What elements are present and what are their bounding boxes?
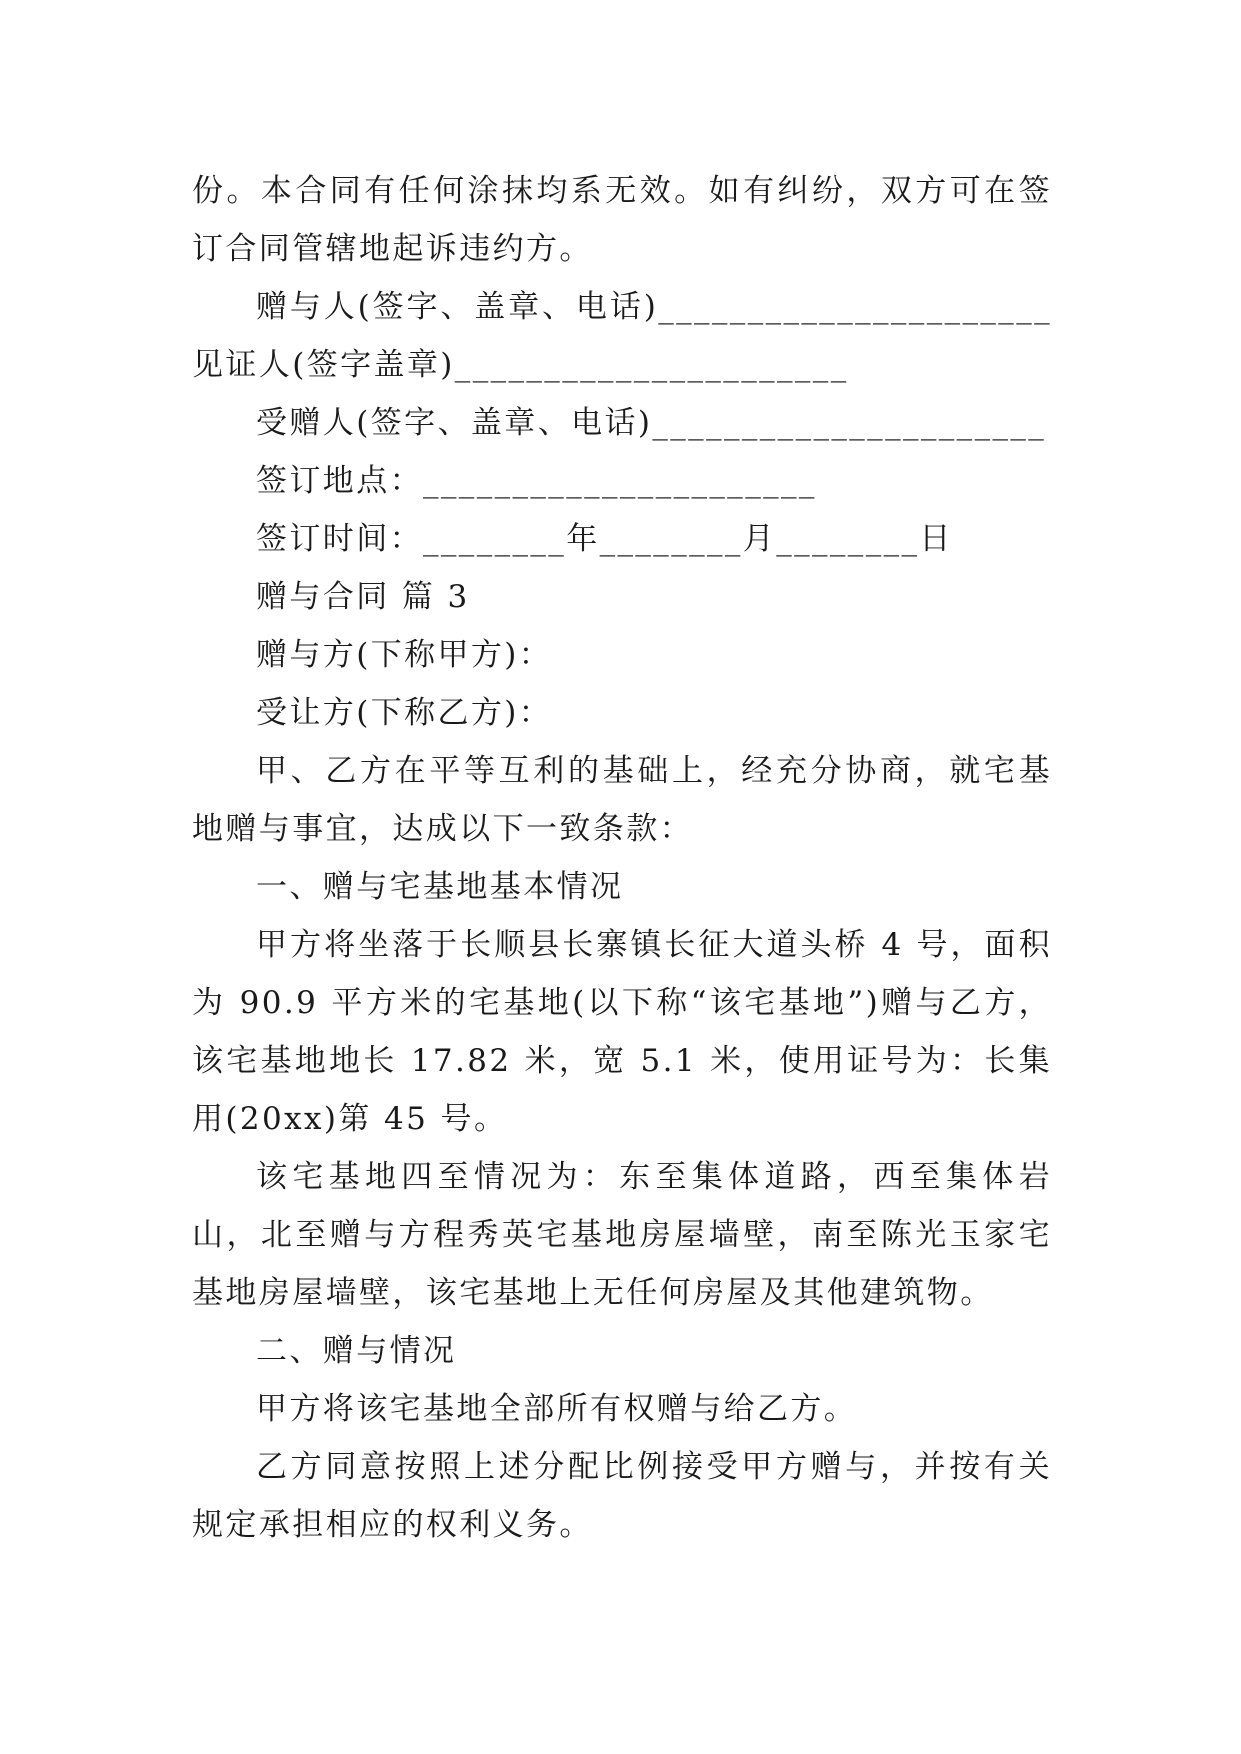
paragraph-land-boundaries: 该宅基地四至情况为：东至集体道路，西至集体岩山，北至赠与方程秀英宅基地房屋墙壁，南至陈光玉家宅基地房屋墙壁，该宅基地上无任何房屋及其他建筑物。 [192, 1159, 1052, 1311]
paragraph-donee-signature: 受赠人(签字、盖章、电话)______________________ [256, 405, 1047, 441]
document-body [192, 162, 1052, 1554]
clause-heading-1: 一、赠与宅基地基本情况 [256, 869, 624, 905]
paragraph-signing-date: 签订时间：________年________月________日 [256, 521, 953, 557]
paragraph-acceptance: 乙方同意按照上述分配比例接受甲方赠与，并按有关规定承担相应的权利义务。 [192, 1449, 1052, 1543]
paragraph-donor-witness-signature: 赠与人(签字、盖章、电话)______________________ 见证人(签字盖章)______________________ [192, 289, 1052, 383]
paragraph-party-b: 受让方(下称乙方)： [256, 695, 553, 731]
paragraph-party-a: 赠与方(下称甲方)： [256, 637, 553, 673]
paragraph-land-details: 甲方将坐落于长顺县长寨镇长征大道头桥 4 号，面积为 90.9 平方米的宅基地(以下称“该宅基地”)赠与乙方，该宅基地地长 17.82 米，宽 5.1 米，使用证号为：长集用(20xx)第 45 号。 [192, 927, 1052, 1137]
section-title: 赠与合同 篇 3 [256, 579, 470, 615]
paragraph-gift-ownership: 甲方将该宅基地全部所有权赠与给乙方。 [256, 1391, 858, 1427]
clause-heading-2: 二、赠与情况 [256, 1333, 457, 1369]
paragraph-dispute-clause: 份。本合同有任何涂抹均系无效。如有纠纷，双方可在签订合同管辖地起诉违约方。 [192, 173, 1052, 267]
paragraph-preamble: 甲、乙方在平等互利的基础上，经充分协商，就宅基地赠与事宜，达成以下一致条款： [192, 753, 1052, 847]
paragraph-signing-place: 签订地点：______________________ [256, 463, 817, 499]
